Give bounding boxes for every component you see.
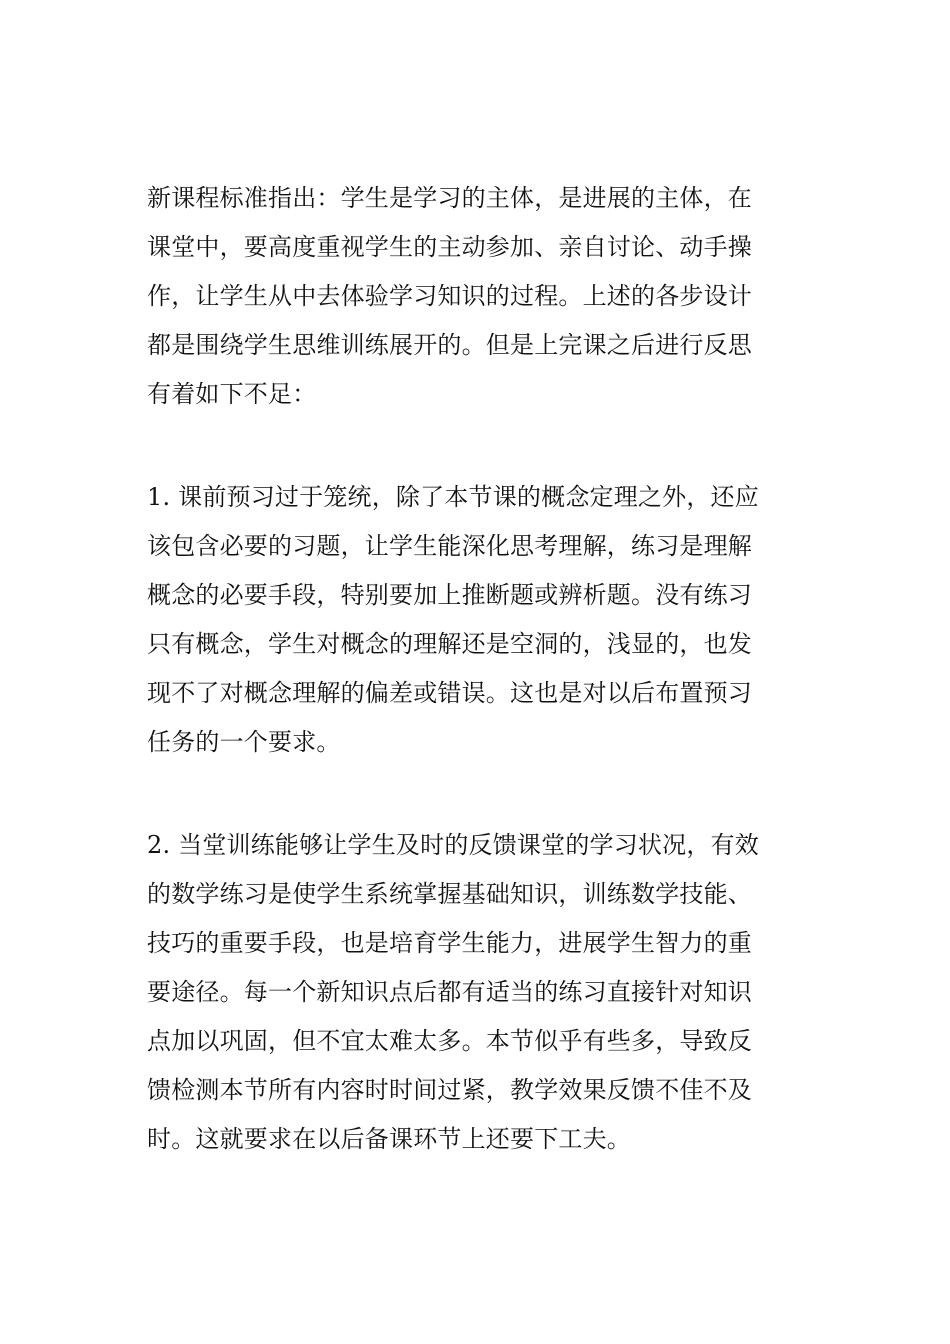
text-line: 任务的一个要求。 — [147, 728, 341, 756]
point-1-paragraph — [147, 473, 812, 767]
text-line: 课堂中，要高度重视学生的主动参加、亲自讨论、动手操 — [147, 233, 752, 261]
text-line: 只有概念，学生对概念的理解还是空洞的，浅显的，也发 — [147, 630, 752, 658]
text-line: 新课程标准指出：学生是学习的主体，是进展的主体，在 — [147, 184, 752, 212]
text-line: 要途径。每一个新知识点后都有适当的练习直接针对知识 — [147, 978, 752, 1006]
text-line: 作，让学生从中去体验学习知识的过程。上述的各步设计 — [147, 282, 752, 310]
text-line: 1. 课前预习过于笼统，除了本节课的概念定理之外，还应 — [147, 483, 759, 511]
text-line: 技巧的重要手段，也是培育学生能力，进展学生智力的重 — [147, 929, 752, 957]
text-line: 现不了对概念理解的偏差或错误。这也是对以后布置预习 — [147, 679, 752, 707]
text-line: 概念的必要手段，特别要加上推断题或辨析题。没有练习 — [147, 581, 752, 609]
text-line: 点加以巩固，但不宜太难太多。本节似乎有些多，导致反 — [147, 1027, 752, 1055]
point-2-paragraph — [147, 821, 812, 1164]
text-line: 馈检测本节所有内容时时间过紧，教学效果反馈不佳不及 — [147, 1076, 752, 1104]
text-line: 该包含必要的习题，让学生能深化思考理解，练习是理解 — [147, 532, 752, 560]
text-line: 的数学练习是使学生系统掌握基础知识，训练数学技能、 — [147, 880, 752, 908]
text-line: 有着如下不足： — [147, 380, 317, 408]
text-line: 时。这就要求在以后备课环节上还要下工夫。 — [147, 1125, 631, 1153]
text-line: 2. 当堂训练能够让学生及时的反馈课堂的学习状况，有效 — [147, 831, 759, 859]
intro-paragraph — [147, 174, 812, 419]
text-line: 都是围绕学生思维训练展开的。但是上完课之后进行反思 — [147, 331, 752, 359]
